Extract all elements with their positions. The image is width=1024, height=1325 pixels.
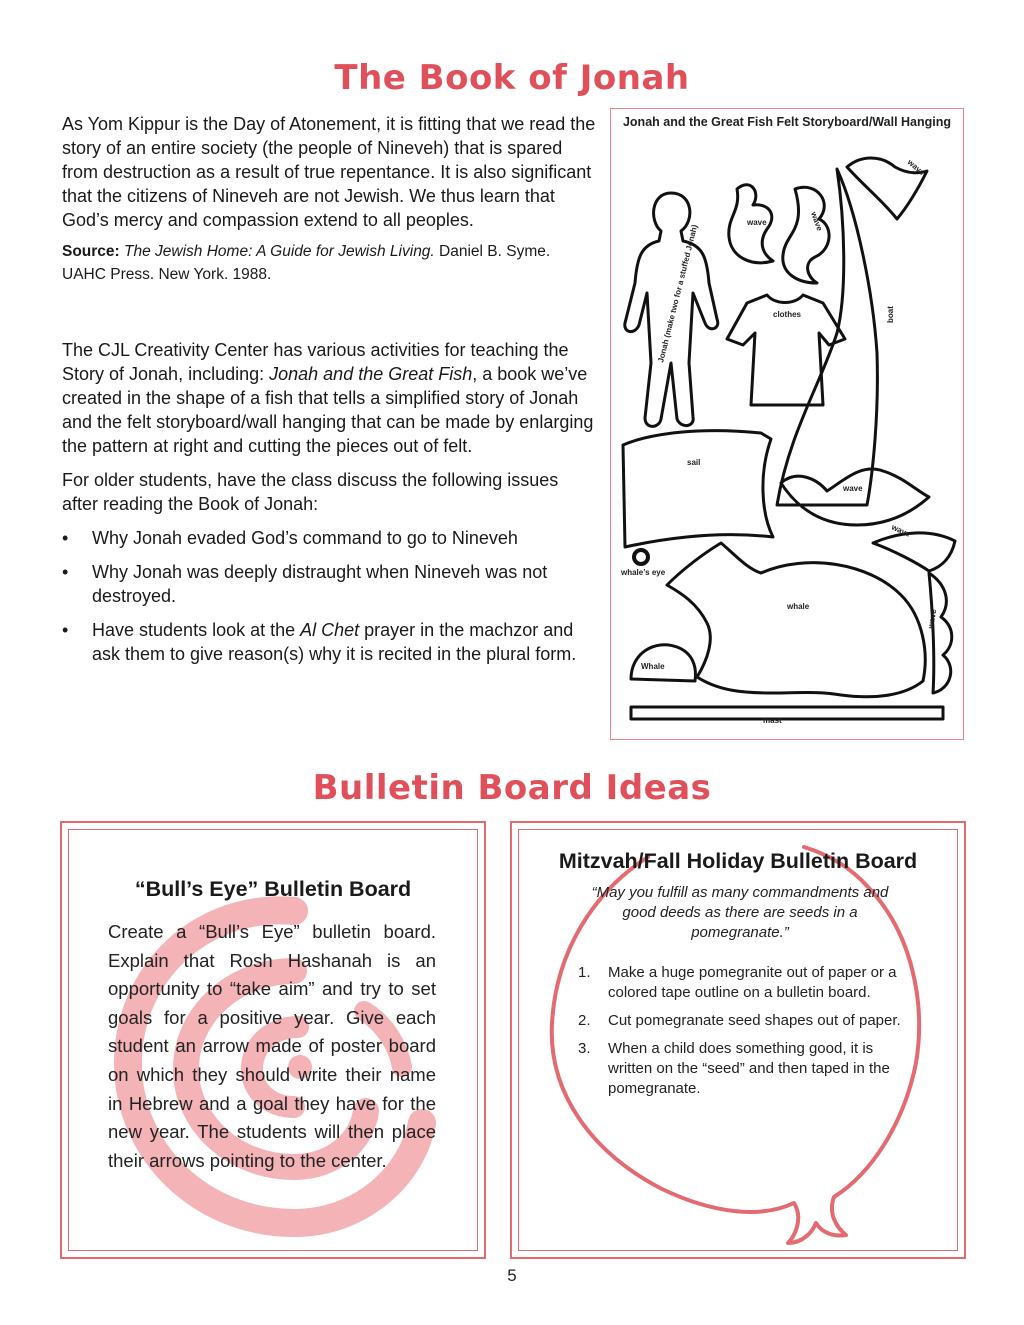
bullet-text: Have students look at the — [92, 620, 301, 640]
page-number: 5 — [507, 1266, 517, 1285]
wave-pattern-shape — [781, 469, 929, 525]
mitzvah-card — [510, 821, 966, 1259]
sail-label: sail — [687, 458, 701, 467]
whale-small-label: Whale — [641, 662, 665, 671]
mitzvah-steps — [578, 963, 908, 1107]
boat-label: boat — [886, 306, 895, 323]
bullet-mark: • — [62, 528, 69, 548]
bullet-mark: • — [62, 620, 69, 640]
source-label: Source: — [62, 243, 120, 260]
whale-eye-pattern-shape — [634, 550, 648, 564]
jonah-bullet-list — [62, 526, 598, 666]
jonah-paragraph-2 — [62, 338, 598, 458]
step-number: 1. — [578, 964, 591, 981]
jonah-intro: As Yom Kippur is the Day of Atonement, it is fitting that we read the story of an entire society (the people of Nineveh) that is spared from destruction as a result of true repentance. It is also significant that the citizens of Nineveh are not Jewish. We thus learn that God’s mercy and compassion extend to all peoples. — [62, 114, 596, 230]
list-item — [578, 1011, 908, 1031]
list-item — [578, 963, 908, 1003]
pomegranate-quote: “May you fulfill as many commandments and good deeds as there are seeds in a pomegranate.” — [591, 884, 889, 941]
source-rest: Daniel B. Syme. UAHC Press. New York. 1988. — [62, 243, 551, 283]
bullseye-card-title: “Bull’s Eye” Bulletin Board — [134, 877, 412, 901]
boat-pattern-shape — [777, 169, 877, 505]
bullseye-card — [60, 821, 486, 1259]
wave-pattern-shape — [929, 573, 952, 693]
wave-label: wave — [890, 522, 912, 539]
sail-pattern-shape — [623, 431, 773, 547]
whales-eye-label: whale’s eye — [621, 568, 666, 577]
bullet-text: Why Jonah was deeply distraught when Nineveh was not destroyed. — [92, 562, 548, 606]
p2-book-title: Jonah and the Great Fish — [269, 364, 473, 384]
step-text: When a child does something good, it is written on the “seed” and then taped in the pomegranate. — [608, 1040, 890, 1097]
mitzvah-card-title: Mitzvah/Fall Holiday Bulletin Board — [558, 849, 918, 873]
figure-caption: Jonah and the Great Fish Felt Storyboard/Wall Hanging — [622, 115, 952, 129]
jonah-source — [62, 240, 598, 286]
clothes-label: clothes — [773, 310, 802, 319]
bullseye-card-text: Create a “Bull’s Eye” bulletin board. Explain that Rosh Hashanah is an opportunity to “take aim” and try to set goals for a positive year. Give each student an arrow made of poster board on which they should write their name in Hebrew and a goal they have for the new year. The students will then place their arrows pointing to the center. — [108, 921, 436, 1171]
jonah-left-column — [62, 112, 598, 676]
step-number: 2. — [578, 1012, 591, 1029]
bullet-prayer-name: Al Chet — [300, 620, 360, 640]
step-text: Make a huge pomegranite out of paper or a colored tape outline on a bulletin board. — [608, 964, 897, 1001]
list-item — [62, 560, 598, 608]
bullet-mark: • — [62, 562, 69, 582]
wave-label: wave — [905, 157, 927, 178]
wave-pattern-shape — [783, 187, 829, 283]
pattern-drawing — [611, 133, 963, 737]
bulletin-title: Bulletin Board Ideas — [312, 768, 712, 808]
wave-pattern-shape — [873, 533, 955, 571]
jonah-label: Jonah (make two for a stuffed Jonah) — [656, 223, 700, 364]
step-number: 3. — [578, 1040, 591, 1057]
step-text: Cut pomegranate seed shapes out of paper. — [608, 1012, 901, 1029]
jonah-title: The Book of Jonah — [334, 58, 690, 98]
wave-label: wave — [747, 218, 767, 227]
whale-pattern-shape — [667, 543, 925, 697]
wave-label: wave — [843, 484, 863, 493]
bullet-text: prayer in the machzor and ask them to give reason(s) why it is recited in the plural form. — [92, 620, 577, 664]
p2-text-a: The CJL Creativity Center has various activities for teaching the Story of Jonah, including: — [62, 340, 569, 384]
mast-pattern-shape — [631, 707, 943, 719]
storyboard-figure — [610, 108, 964, 740]
p2-text-b: , a book we’ve created in the shape of a fish that tells a simplified story of Jonah and the felt storyboard/wall hanging that can be made by enlarging the pattern at right and cutting the pieces out of felt. — [62, 364, 594, 456]
bullet-text: Why Jonah evaded God’s command to go to Nineveh — [92, 528, 518, 548]
list-item — [62, 618, 598, 666]
whale-label: whale — [787, 602, 810, 611]
wave-label: wave — [809, 210, 825, 233]
list-item — [578, 1039, 908, 1099]
list-item — [62, 526, 598, 550]
wave-label: wave — [926, 608, 939, 630]
source-title: The Jewish Home: A Guide for Jewish Living. — [124, 243, 435, 260]
mast-label: mast — [763, 716, 782, 725]
jonah-paragraph-3: For older students, have the class discuss the following issues after reading the Book of Jonah: — [62, 470, 559, 514]
